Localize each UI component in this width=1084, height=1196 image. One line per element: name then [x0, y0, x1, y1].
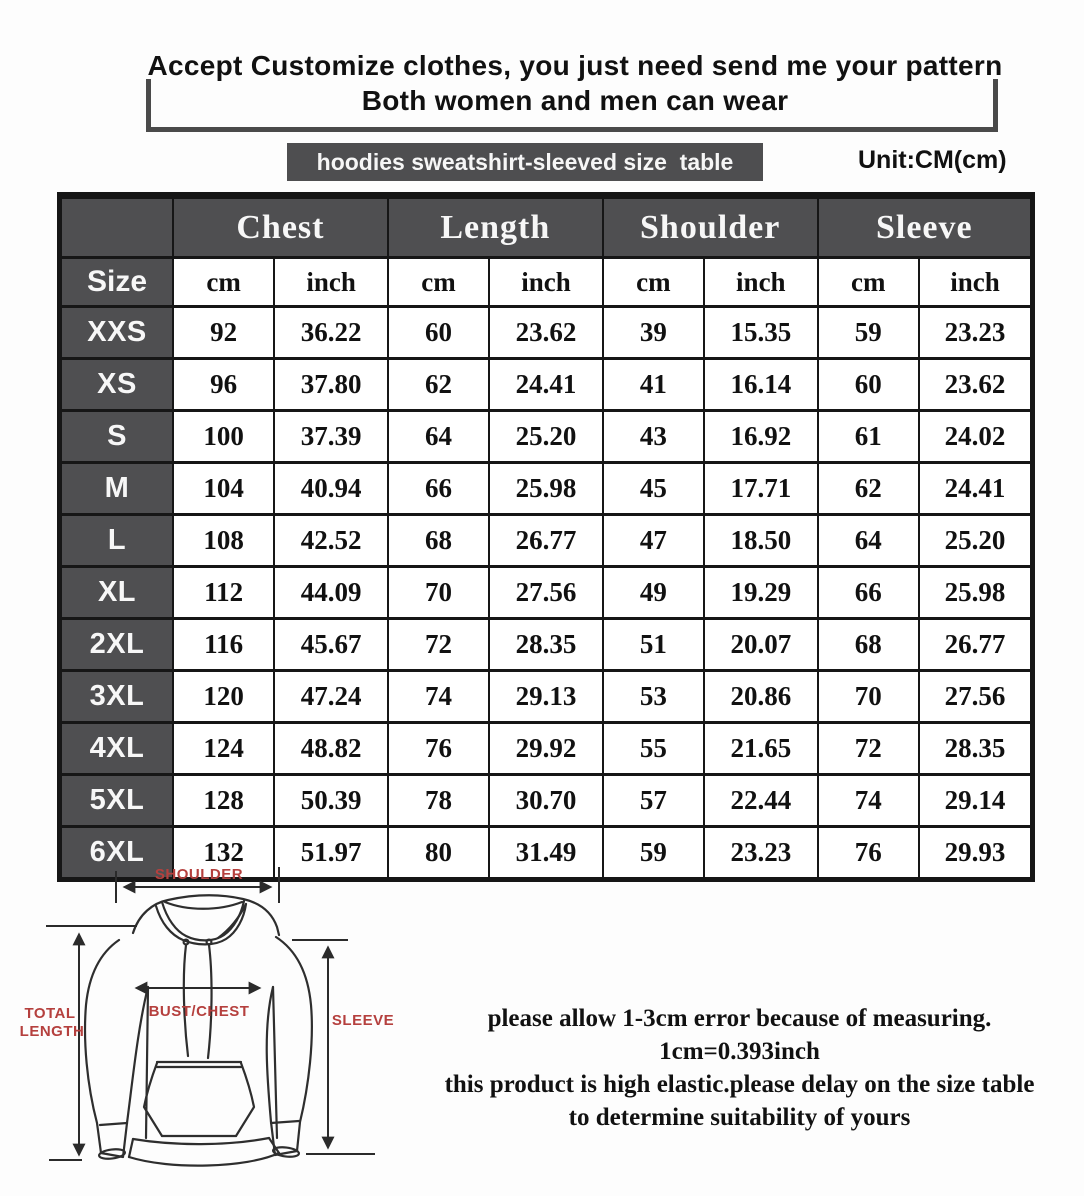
table-cell: 15.35	[704, 307, 818, 359]
table-title-box: hoodies sweatshirt-sleeved size table	[287, 143, 763, 181]
table-cell: 28.35	[919, 723, 1033, 775]
table-cell: 68	[818, 619, 919, 671]
table-cell: 37.39	[274, 411, 388, 463]
table-cell: 59	[818, 307, 919, 359]
notes-block	[395, 1002, 1084, 1134]
table-cell: 57	[603, 775, 704, 827]
table-cell: 27.56	[489, 567, 603, 619]
sub-header-cell: inch	[274, 258, 388, 307]
table-cell: 72	[388, 619, 489, 671]
table-cell: 40.94	[274, 463, 388, 515]
header-line-2: Both women and men can wear	[361, 85, 789, 116]
table-cell: 18.50	[704, 515, 818, 567]
table-cell: 116	[173, 619, 274, 671]
table-cell: 53	[603, 671, 704, 723]
table-cell: 51	[603, 619, 704, 671]
table-row	[60, 671, 1033, 723]
sub-header-cell: inch	[489, 258, 603, 307]
table-cell: 24.41	[919, 463, 1033, 515]
sub-header-cell: cm	[388, 258, 489, 307]
table-cell: 16.92	[704, 411, 818, 463]
table-cell: 51.97	[274, 827, 388, 880]
size-label: S	[60, 411, 174, 463]
table-cell: 80	[388, 827, 489, 880]
table-cell: 23.62	[919, 359, 1033, 411]
table-cell: 23.23	[919, 307, 1033, 359]
table-row	[60, 619, 1033, 671]
table-cell: 42.52	[274, 515, 388, 567]
table-cell: 26.77	[489, 515, 603, 567]
table-cell: 55	[603, 723, 704, 775]
sleeve-measure-arrow	[292, 940, 394, 1154]
table-cell: 30.70	[489, 775, 603, 827]
note-line: 1cm=0.393inch	[659, 1038, 820, 1065]
size-column-header: Size	[60, 258, 174, 307]
table-cell: 70	[388, 567, 489, 619]
table-row	[60, 411, 1033, 463]
size-label: 5XL	[60, 775, 174, 827]
table-cell: 124	[173, 723, 274, 775]
table-cell: 39	[603, 307, 704, 359]
total-length-measure-arrow	[20, 926, 137, 1160]
total-length-label: TOTAL	[24, 1005, 76, 1022]
bust-chest-measure-arrow	[137, 988, 259, 1020]
table-cell: 60	[388, 307, 489, 359]
table-cell: 28.35	[489, 619, 603, 671]
table-cell: 25.98	[489, 463, 603, 515]
size-table	[57, 192, 1035, 882]
sub-header-cell: inch	[704, 258, 818, 307]
table-cell: 61	[818, 411, 919, 463]
table-cell: 49	[603, 567, 704, 619]
table-cell: 48.82	[274, 723, 388, 775]
table-cell: 31.49	[489, 827, 603, 880]
group-header-row	[60, 196, 1033, 258]
table-cell: 19.29	[704, 567, 818, 619]
table-row	[60, 775, 1033, 827]
table-cell: 45	[603, 463, 704, 515]
table-cell: 41	[603, 359, 704, 411]
table-row	[60, 515, 1033, 567]
size-label: 3XL	[60, 671, 174, 723]
sub-header-cell: cm	[173, 258, 274, 307]
table-cell: 44.09	[274, 567, 388, 619]
table-cell: 24.41	[489, 359, 603, 411]
table-cell: 70	[818, 671, 919, 723]
table-cell: 20.86	[704, 671, 818, 723]
table-cell: 108	[173, 515, 274, 567]
note-line: this product is high elastic.please delay on the size table	[444, 1071, 1035, 1098]
size-label: XXS	[60, 307, 174, 359]
header-banner	[70, 48, 1080, 118]
table-cell: 21.65	[704, 723, 818, 775]
table-cell: 72	[818, 723, 919, 775]
size-label: 6XL	[60, 827, 174, 880]
size-label: XS	[60, 359, 174, 411]
size-label: XL	[60, 567, 174, 619]
table-cell: 17.71	[704, 463, 818, 515]
table-cell: 43	[603, 411, 704, 463]
table-row	[60, 463, 1033, 515]
table-cell: 20.07	[704, 619, 818, 671]
sleeve-label: SLEEVE	[331, 1012, 395, 1029]
table-cell: 50.39	[274, 775, 388, 827]
header-line-1: Accept Customize clothes, you just need send me your pattern	[147, 50, 1003, 81]
table-cell: 45.67	[274, 619, 388, 671]
size-label: L	[60, 515, 174, 567]
table-cell: 23.23	[704, 827, 818, 880]
table-row	[60, 307, 1033, 359]
table-cell: 27.56	[919, 671, 1033, 723]
table-cell: 29.14	[919, 775, 1033, 827]
table-cell: 60	[818, 359, 919, 411]
table-cell: 112	[173, 567, 274, 619]
table-cell: 47	[603, 515, 704, 567]
table-cell: 74	[818, 775, 919, 827]
table-cell: 132	[173, 827, 274, 880]
table-row	[60, 567, 1033, 619]
table-row	[60, 723, 1033, 775]
table-cell: 66	[818, 567, 919, 619]
sub-header-row	[60, 258, 1033, 307]
table-cell: 68	[388, 515, 489, 567]
table-cell: 29.13	[489, 671, 603, 723]
table-cell: 26.77	[919, 619, 1033, 671]
table-cell: 22.44	[704, 775, 818, 827]
hoodie-outline	[85, 895, 312, 1165]
table-cell: 16.14	[704, 359, 818, 411]
group-header-chest: Chest	[173, 196, 388, 258]
table-cell: 64	[818, 515, 919, 567]
table-cell: 62	[388, 359, 489, 411]
table-cell: 76	[388, 723, 489, 775]
note-line: please allow 1-3cm error because of measuring.	[487, 1005, 992, 1032]
size-label: M	[60, 463, 174, 515]
bust-chest-label: BUST/CHEST	[148, 1003, 250, 1020]
table-cell: 24.02	[919, 411, 1033, 463]
table-cell: 59	[603, 827, 704, 880]
group-header-length: Length	[388, 196, 603, 258]
table-cell: 36.22	[274, 307, 388, 359]
table-cell: 29.92	[489, 723, 603, 775]
table-cell: 120	[173, 671, 274, 723]
group-header-shoulder: Shoulder	[603, 196, 818, 258]
table-cell: 25.20	[489, 411, 603, 463]
shoulder-measure-arrow	[116, 866, 279, 903]
table-cell: 23.62	[489, 307, 603, 359]
group-header-sleeve: Sleeve	[818, 196, 1033, 258]
table-cell: 78	[388, 775, 489, 827]
table-cell: 25.98	[919, 567, 1033, 619]
table-cell: 25.20	[919, 515, 1033, 567]
table-row	[60, 359, 1033, 411]
table-cell: 29.93	[919, 827, 1033, 880]
table-cell: 66	[388, 463, 489, 515]
table-cell: 104	[173, 463, 274, 515]
table-cell: 92	[173, 307, 274, 359]
shoulder-label: SHOULDER	[154, 866, 244, 883]
table-cell: 37.80	[274, 359, 388, 411]
table-cell: 76	[818, 827, 919, 880]
table-cell: 96	[173, 359, 274, 411]
table-cell: 128	[173, 775, 274, 827]
note-line: to determine suitability of yours	[568, 1104, 911, 1131]
table-cell: 64	[388, 411, 489, 463]
table-cell: 62	[818, 463, 919, 515]
table-cell: 100	[173, 411, 274, 463]
sub-header-cell: cm	[603, 258, 704, 307]
size-label: 4XL	[60, 723, 174, 775]
table-cell: 47.24	[274, 671, 388, 723]
sub-header-cell: cm	[818, 258, 919, 307]
hoodie-measurement-diagram	[15, 855, 445, 1190]
unit-label: Unit:CM(cm)	[858, 146, 1007, 174]
size-label: 2XL	[60, 619, 174, 671]
total-length-label: LENGTH	[19, 1023, 85, 1040]
sub-header-cell: inch	[919, 258, 1033, 307]
table-cell: 74	[388, 671, 489, 723]
corner-cell	[60, 196, 174, 258]
